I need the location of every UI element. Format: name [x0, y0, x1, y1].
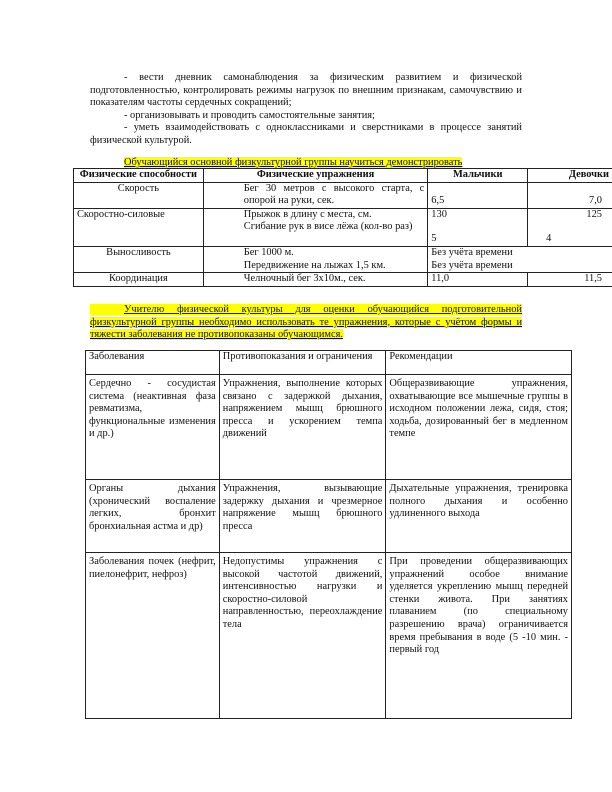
boys-value: Без учёта времени [431, 246, 513, 258]
table-row [74, 208, 612, 246]
recommendations-cell: При проведении общеразвивающих упражнений особое внимание уделяется укреплению мышц передней стенки живота. При занятиях плаванием (по специальному разрешению врача) ограничивается время пребывания в воде (5 -10 мин. - первый год [386, 553, 572, 719]
header-girls: Девочки [528, 169, 612, 183]
ability-cell: Выносливость [74, 246, 204, 272]
diseases-table [85, 350, 572, 719]
table-row [86, 553, 572, 719]
ability-cell: Скоростно-силовые [74, 208, 204, 246]
boys-value: 130 [431, 208, 447, 220]
ability-cell: Координация [74, 273, 204, 287]
header-diseases: Заболевания [86, 351, 220, 375]
header-contraindications: Противопоказания и ограничения [219, 351, 386, 375]
ability-cell: Скорость [74, 182, 204, 208]
table-row [74, 273, 612, 287]
header-recommendations: Рекомендации [386, 351, 572, 375]
contraindications-cell: Упражнения, вызывающие задержку дыхания и чрезмерное напряжение мышц брюшного пресса [219, 480, 386, 553]
girls-cell [528, 208, 612, 246]
intro-item-1: - вести дневник самонаблюдения за физическим развитием и физической подготовленностью, контролировать режимы нагрузок по внешним признакам, самочувствию и показателям частоты сердечных сокращений; [90, 72, 522, 109]
contraindications-cell: Недопустимы упражнения с высокой частотой движений, интенсивностью нагрузки и скоростно-силовой направленностью, переохлаждение тела [219, 553, 386, 719]
girls-cell: 7,0 [528, 182, 612, 208]
header-abilities: Физические способности [74, 169, 204, 183]
header-exercises: Физические упражнения [203, 169, 428, 183]
intro-item-3: - уметь взаимодействовать с одноклассниками и сверстниками в процессе занятий физической культурой. [90, 122, 522, 146]
table-header-row [74, 169, 612, 183]
boys-value: 5 [431, 233, 437, 245]
table-header-row [86, 351, 572, 375]
table1-caption: Обучающийся основной физкультурной группы научиться демонстрировать [124, 157, 463, 168]
exercise-line: Прыжок в длину с места, см. [243, 208, 372, 220]
boys-value: Без учёта времени [431, 259, 513, 271]
contraindications-cell: Упражнения, выполнение которых связано с задержкой дыхания, напряжением мышц брюшного пресса и ускорением темпа движений [219, 375, 386, 480]
boys-cell: 6,5 [428, 182, 528, 208]
disease-cell: Органы дыхания (хронический воспаление легких, бронхит бронхиальная астма и др) [86, 480, 220, 553]
header-boys: Мальчики [428, 169, 528, 183]
boys-cell [428, 246, 612, 272]
intro-item-2: - организовывать и проводить самостоятельные занятия; [124, 110, 375, 121]
exercise-line: Бег 1000 м. [243, 246, 294, 258]
recommendations-cell: Общеразвивающие упражнения, охватывающие все мышечные группы в исходном положении лежа, сидя, стоя; ходьба, дозированный бег в медленном темпе [386, 375, 572, 480]
recommendations-cell: Дыхательные упражнения, тренировка полного дыхания и особенно удлиненного выхода [386, 480, 572, 553]
disease-cell: Заболевания почек (нефрит, пиелонефрит, нефроз) [86, 553, 220, 719]
exercise-line: Передвижение на лыжах 1,5 км. [243, 259, 386, 271]
teacher-guidance-paragraph: Учителю физической культуры для оценки обучающийся подготовительной физкультурной группы необходимо использовать те упражнения, которые с учётом формы и тяжести заболевания не противопоказаны обучающимся. [90, 304, 522, 341]
exercise-cell: Челночный бег 3х10м., сек. [203, 273, 428, 287]
table-row [86, 375, 572, 480]
girls-value: 125 [586, 208, 602, 220]
boys-cell: 11,0 [428, 273, 528, 287]
exercise-cell [203, 246, 428, 272]
exercise-cell [203, 208, 428, 246]
fitness-standards-table [73, 168, 612, 287]
disease-cell: Сердечно - сосудистая система (неактивная фаза ревматизма, функциональные изменения и др.) [86, 375, 220, 480]
boys-cell [428, 208, 528, 246]
girls-cell: 11,5 [528, 273, 612, 287]
exercise-cell: Бег 30 метров с высокого старта, с опорой на руки, сек. [203, 182, 428, 208]
table-row [86, 480, 572, 553]
table-row [74, 182, 612, 208]
table-row [74, 246, 612, 272]
exercise-line: Сгибание рук в висе лёжа (кол-во раз) [243, 221, 413, 233]
girls-value: 4 [546, 233, 552, 245]
